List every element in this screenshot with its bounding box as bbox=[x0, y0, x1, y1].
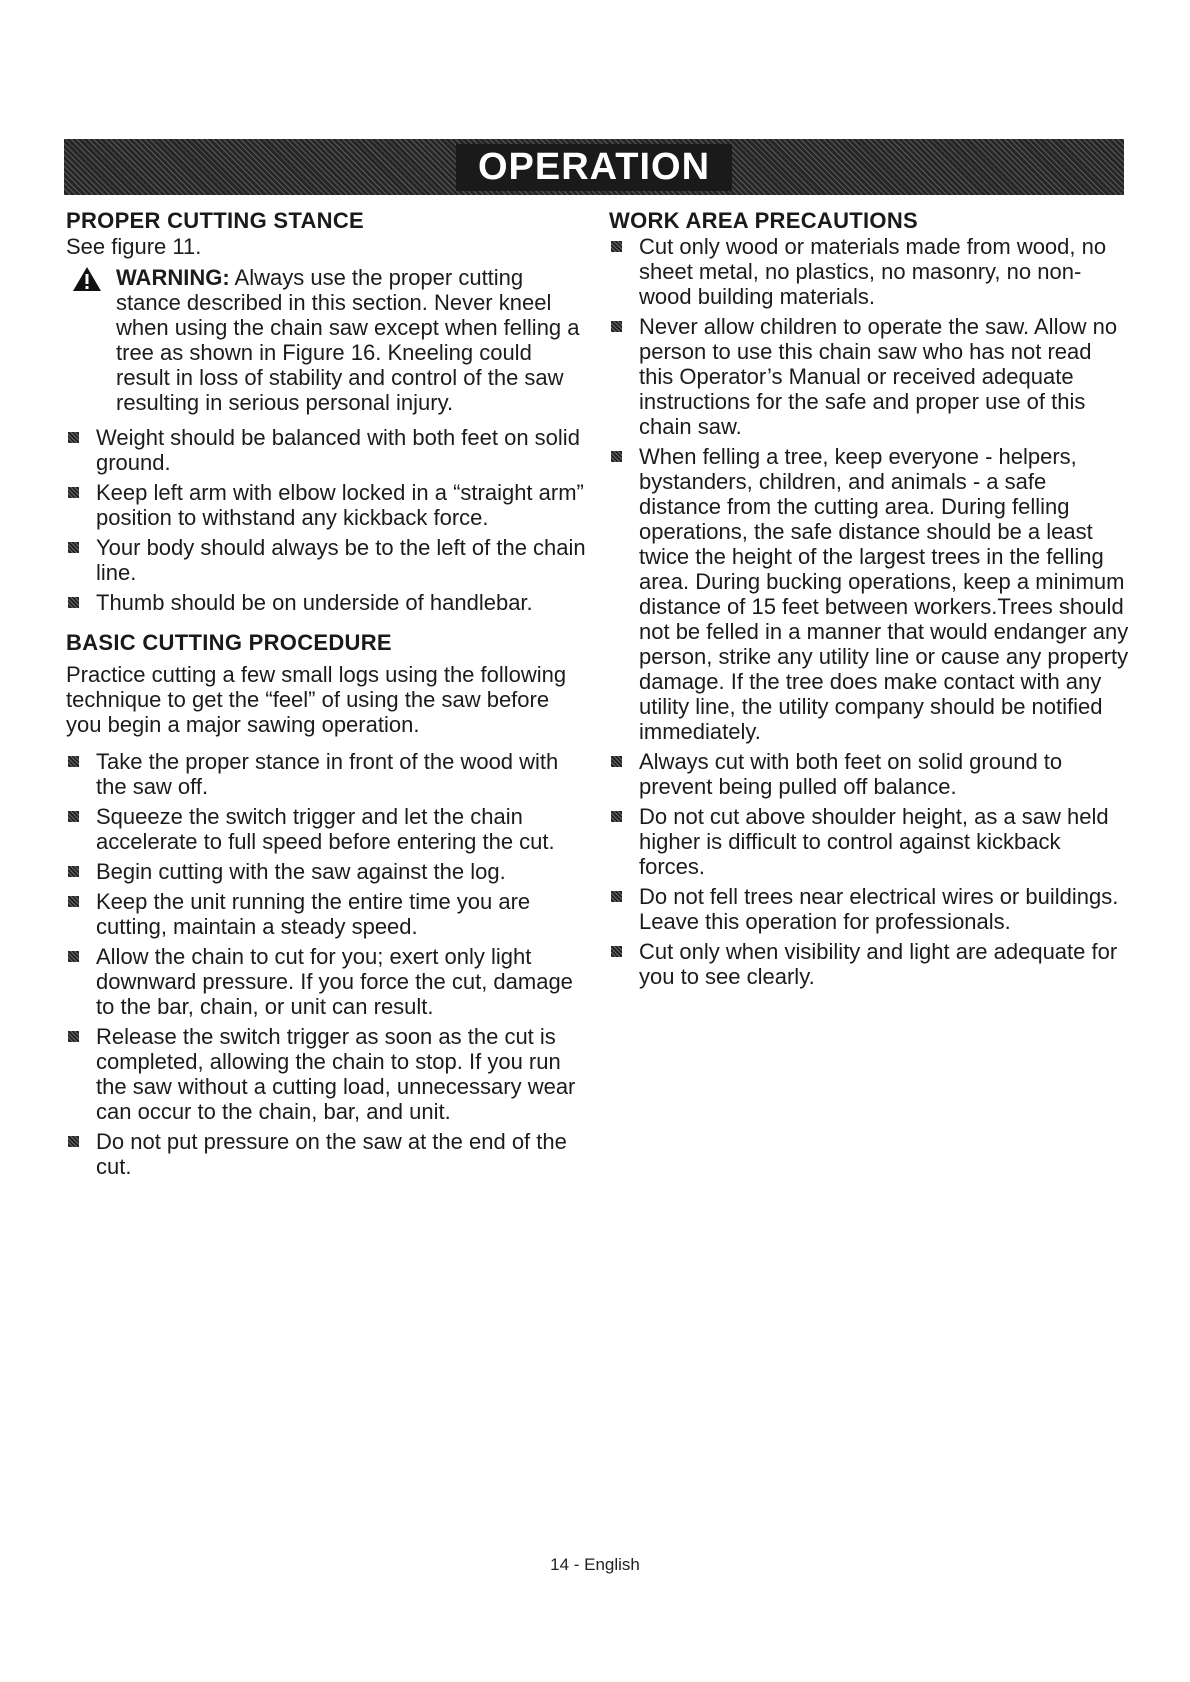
square-bullet-icon bbox=[68, 487, 79, 498]
square-bullet-icon bbox=[611, 321, 622, 332]
square-bullet-icon bbox=[611, 811, 622, 822]
warning-triangle-icon bbox=[72, 266, 102, 292]
list-item: Your body should always be to the left of the chain line. bbox=[66, 535, 586, 585]
square-bullet-icon bbox=[68, 866, 79, 877]
square-bullet-icon bbox=[68, 542, 79, 553]
square-bullet-icon bbox=[68, 1136, 79, 1147]
list-item: Thumb should be on underside of handlebar. bbox=[66, 590, 586, 615]
list-item: Allow the chain to cut for you; exert only light downward pressure. If you force the cut, damage to the bar, chain, or unit can result. bbox=[66, 944, 586, 1019]
square-bullet-icon bbox=[611, 451, 622, 462]
list-item: Do not put pressure on the saw at the end of the cut. bbox=[66, 1129, 586, 1179]
stance-bullet-list bbox=[66, 425, 586, 615]
list-item: Squeeze the switch trigger and let the chain accelerate to full speed before entering the cut. bbox=[66, 804, 586, 854]
list-item: Never allow children to operate the saw. Allow no person to use this chain saw who has not read this Operator’s Manual or received adequate instructions for the safe and proper use of this chain saw. bbox=[609, 314, 1129, 439]
list-item: Weight should be balanced with both feet on solid ground. bbox=[66, 425, 586, 475]
square-bullet-icon bbox=[68, 811, 79, 822]
procedure-heading: BASIC CUTTING PROCEDURE bbox=[66, 630, 392, 655]
list-item: Keep left arm with elbow locked in a “straight arm” position to withstand any kickback force. bbox=[66, 480, 586, 530]
list-item: Always cut with both feet on solid ground to prevent being pulled off balance. bbox=[609, 749, 1129, 799]
list-item: Release the switch trigger as soon as the cut is completed, allowing the chain to stop. If you run the saw without a cutting load, unnecessary wear can occur to the chain, bar, and unit. bbox=[66, 1024, 586, 1124]
list-item: Cut only wood or materials made from wood, no sheet metal, no plastics, no masonry, no non-wood building materials. bbox=[609, 234, 1129, 309]
stance-heading: PROPER CUTTING STANCE bbox=[66, 208, 365, 233]
square-bullet-icon bbox=[611, 241, 622, 252]
list-item: When felling a tree, keep everyone - helpers, bystanders, children, and animals - a safe distance from the cutting area. During felling operations, the safe distance should be a least twice the height of the largest trees in the felling area. During bucking operations, keep a minimum distance of 15 feet between workers.Trees should not be felled in a manner that would endanger any person, strike any utility line or cause any property damage. If the tree does make contact with any utility line, the utility company should be notified immediately. bbox=[609, 444, 1129, 744]
list-item: Keep the unit running the entire time you are cutting, maintain a steady speed. bbox=[66, 889, 586, 939]
square-bullet-icon bbox=[68, 1031, 79, 1042]
left-column bbox=[66, 208, 586, 1184]
square-bullet-icon bbox=[68, 756, 79, 767]
square-bullet-icon bbox=[68, 432, 79, 443]
list-item: Do not cut above shoulder height, as a saw held higher is difficult to control against kickback forces. bbox=[609, 804, 1129, 879]
square-bullet-icon bbox=[611, 946, 622, 957]
list-item: Cut only when visibility and light are adequate for you to see clearly. bbox=[609, 939, 1129, 989]
right-column bbox=[609, 208, 1129, 994]
page-footer: 14 - English bbox=[550, 1555, 640, 1574]
warning-label: WARNING: bbox=[116, 265, 230, 290]
section-title: OPERATION bbox=[456, 144, 732, 191]
warning-text: Always use the proper cutting stance described in this section. Never kneel when using the chain saw except when felling a tree as shown in Figure 16. Kneeling could result in loss of stability and control of the saw resulting in serious personal injury. bbox=[116, 265, 580, 415]
see-figure-text: See figure 11. bbox=[66, 234, 202, 259]
procedure-bullet-list bbox=[66, 749, 586, 1179]
procedure-intro: Practice cutting a few small logs using the following technique to get the “feel” of using the saw before you begin a major sawing operation. bbox=[66, 662, 567, 737]
list-item: Do not fell trees near electrical wires or buildings. Leave this operation for professionals. bbox=[609, 884, 1129, 934]
precautions-heading: WORK AREA PRECAUTIONS bbox=[609, 208, 919, 233]
square-bullet-icon bbox=[611, 891, 622, 902]
square-bullet-icon bbox=[611, 756, 622, 767]
square-bullet-icon bbox=[68, 896, 79, 907]
square-bullet-icon bbox=[68, 597, 79, 608]
list-item: Begin cutting with the saw against the log. bbox=[66, 859, 586, 884]
precautions-bullet-list bbox=[609, 234, 1129, 989]
section-banner bbox=[64, 139, 1124, 195]
list-item: Take the proper stance in front of the wood with the saw off. bbox=[66, 749, 586, 799]
warning-block bbox=[66, 265, 586, 415]
square-bullet-icon bbox=[68, 951, 79, 962]
